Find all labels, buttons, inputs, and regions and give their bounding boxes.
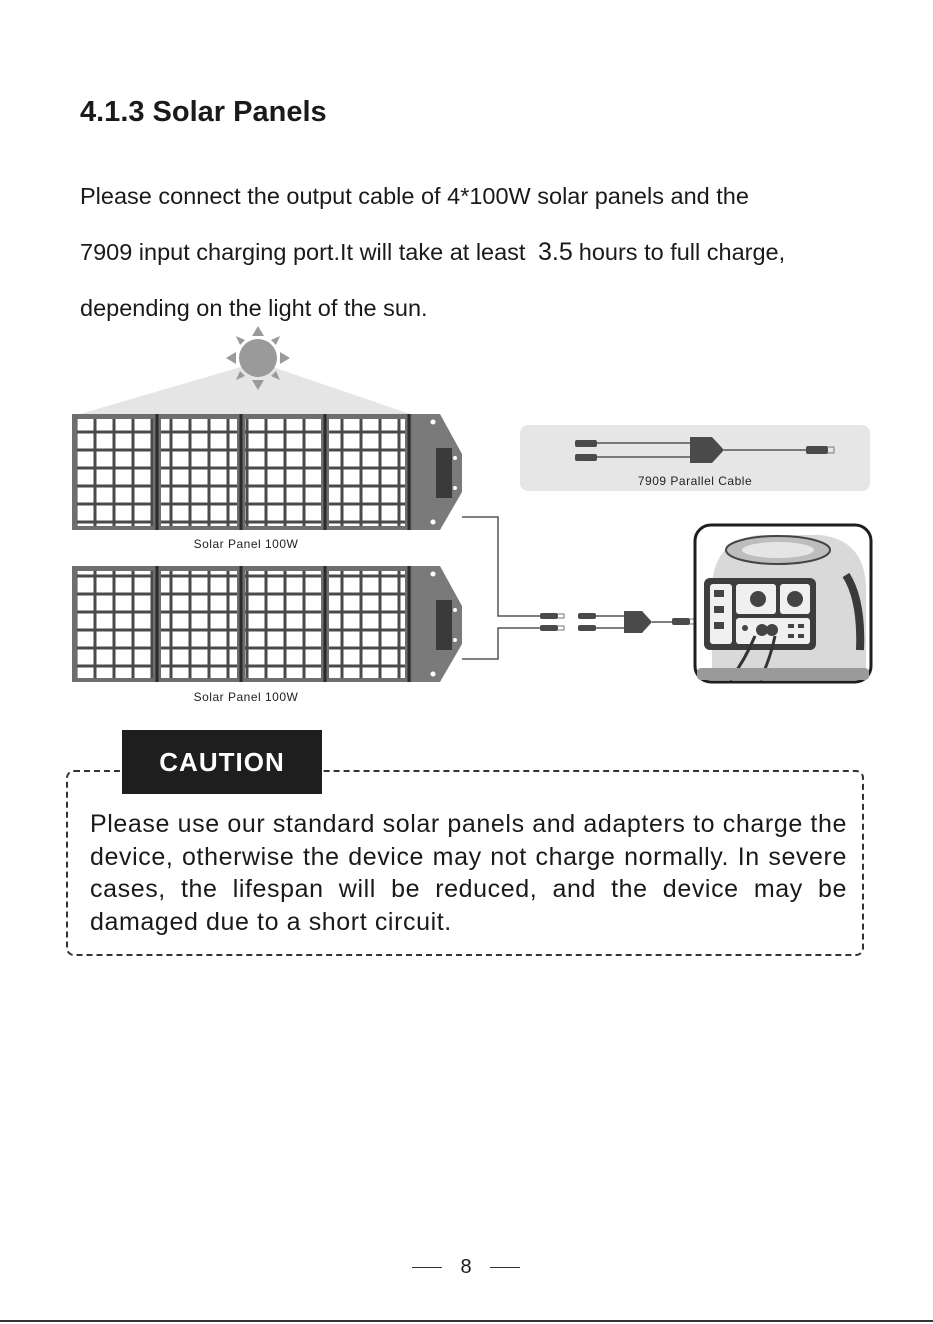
panel-output-wires	[462, 517, 540, 659]
section-title: 4.1.3 Solar Panels	[80, 96, 327, 128]
solar-panel-top	[72, 414, 462, 530]
intro-paragraph	[80, 168, 890, 336]
charge-hours-value: 3.5	[538, 238, 573, 266]
intro-line-3: depending on the light of the sun.	[80, 295, 428, 321]
page-number: 8	[460, 1256, 472, 1278]
panel-bottom-label: Solar Panel 100W	[193, 690, 299, 704]
solar-panel-bottom	[72, 566, 462, 682]
page-footer	[412, 1256, 520, 1279]
intro-line-2-end: hours to full charge,	[578, 239, 786, 265]
panel-top-label: Solar Panel 100W	[193, 537, 299, 551]
footer-dash-right	[490, 1267, 520, 1268]
intro-line-2	[80, 224, 890, 280]
intro-line-1: Please connect the output cable of 4*100W solar panels and the	[80, 183, 749, 209]
bottom-rule	[0, 1320, 933, 1322]
caution-label: CAUTION	[122, 730, 322, 794]
connector-chain	[540, 611, 695, 633]
solar-connection-diagram	[0, 322, 933, 717]
intro-line-2-start: 7909 input charging port.It will take at least	[80, 239, 526, 265]
cable-label: 7909 Parallel Cable	[637, 474, 753, 488]
power-station-icon	[695, 525, 871, 682]
caution-text: Please use our standard solar panels and adapters to charge the device, otherwise the device may not charge normally. In severe cases, the lifespan will be reduced, and the device may be damaged due to a short circuit.	[90, 810, 847, 936]
footer-dash-left	[412, 1267, 442, 1268]
